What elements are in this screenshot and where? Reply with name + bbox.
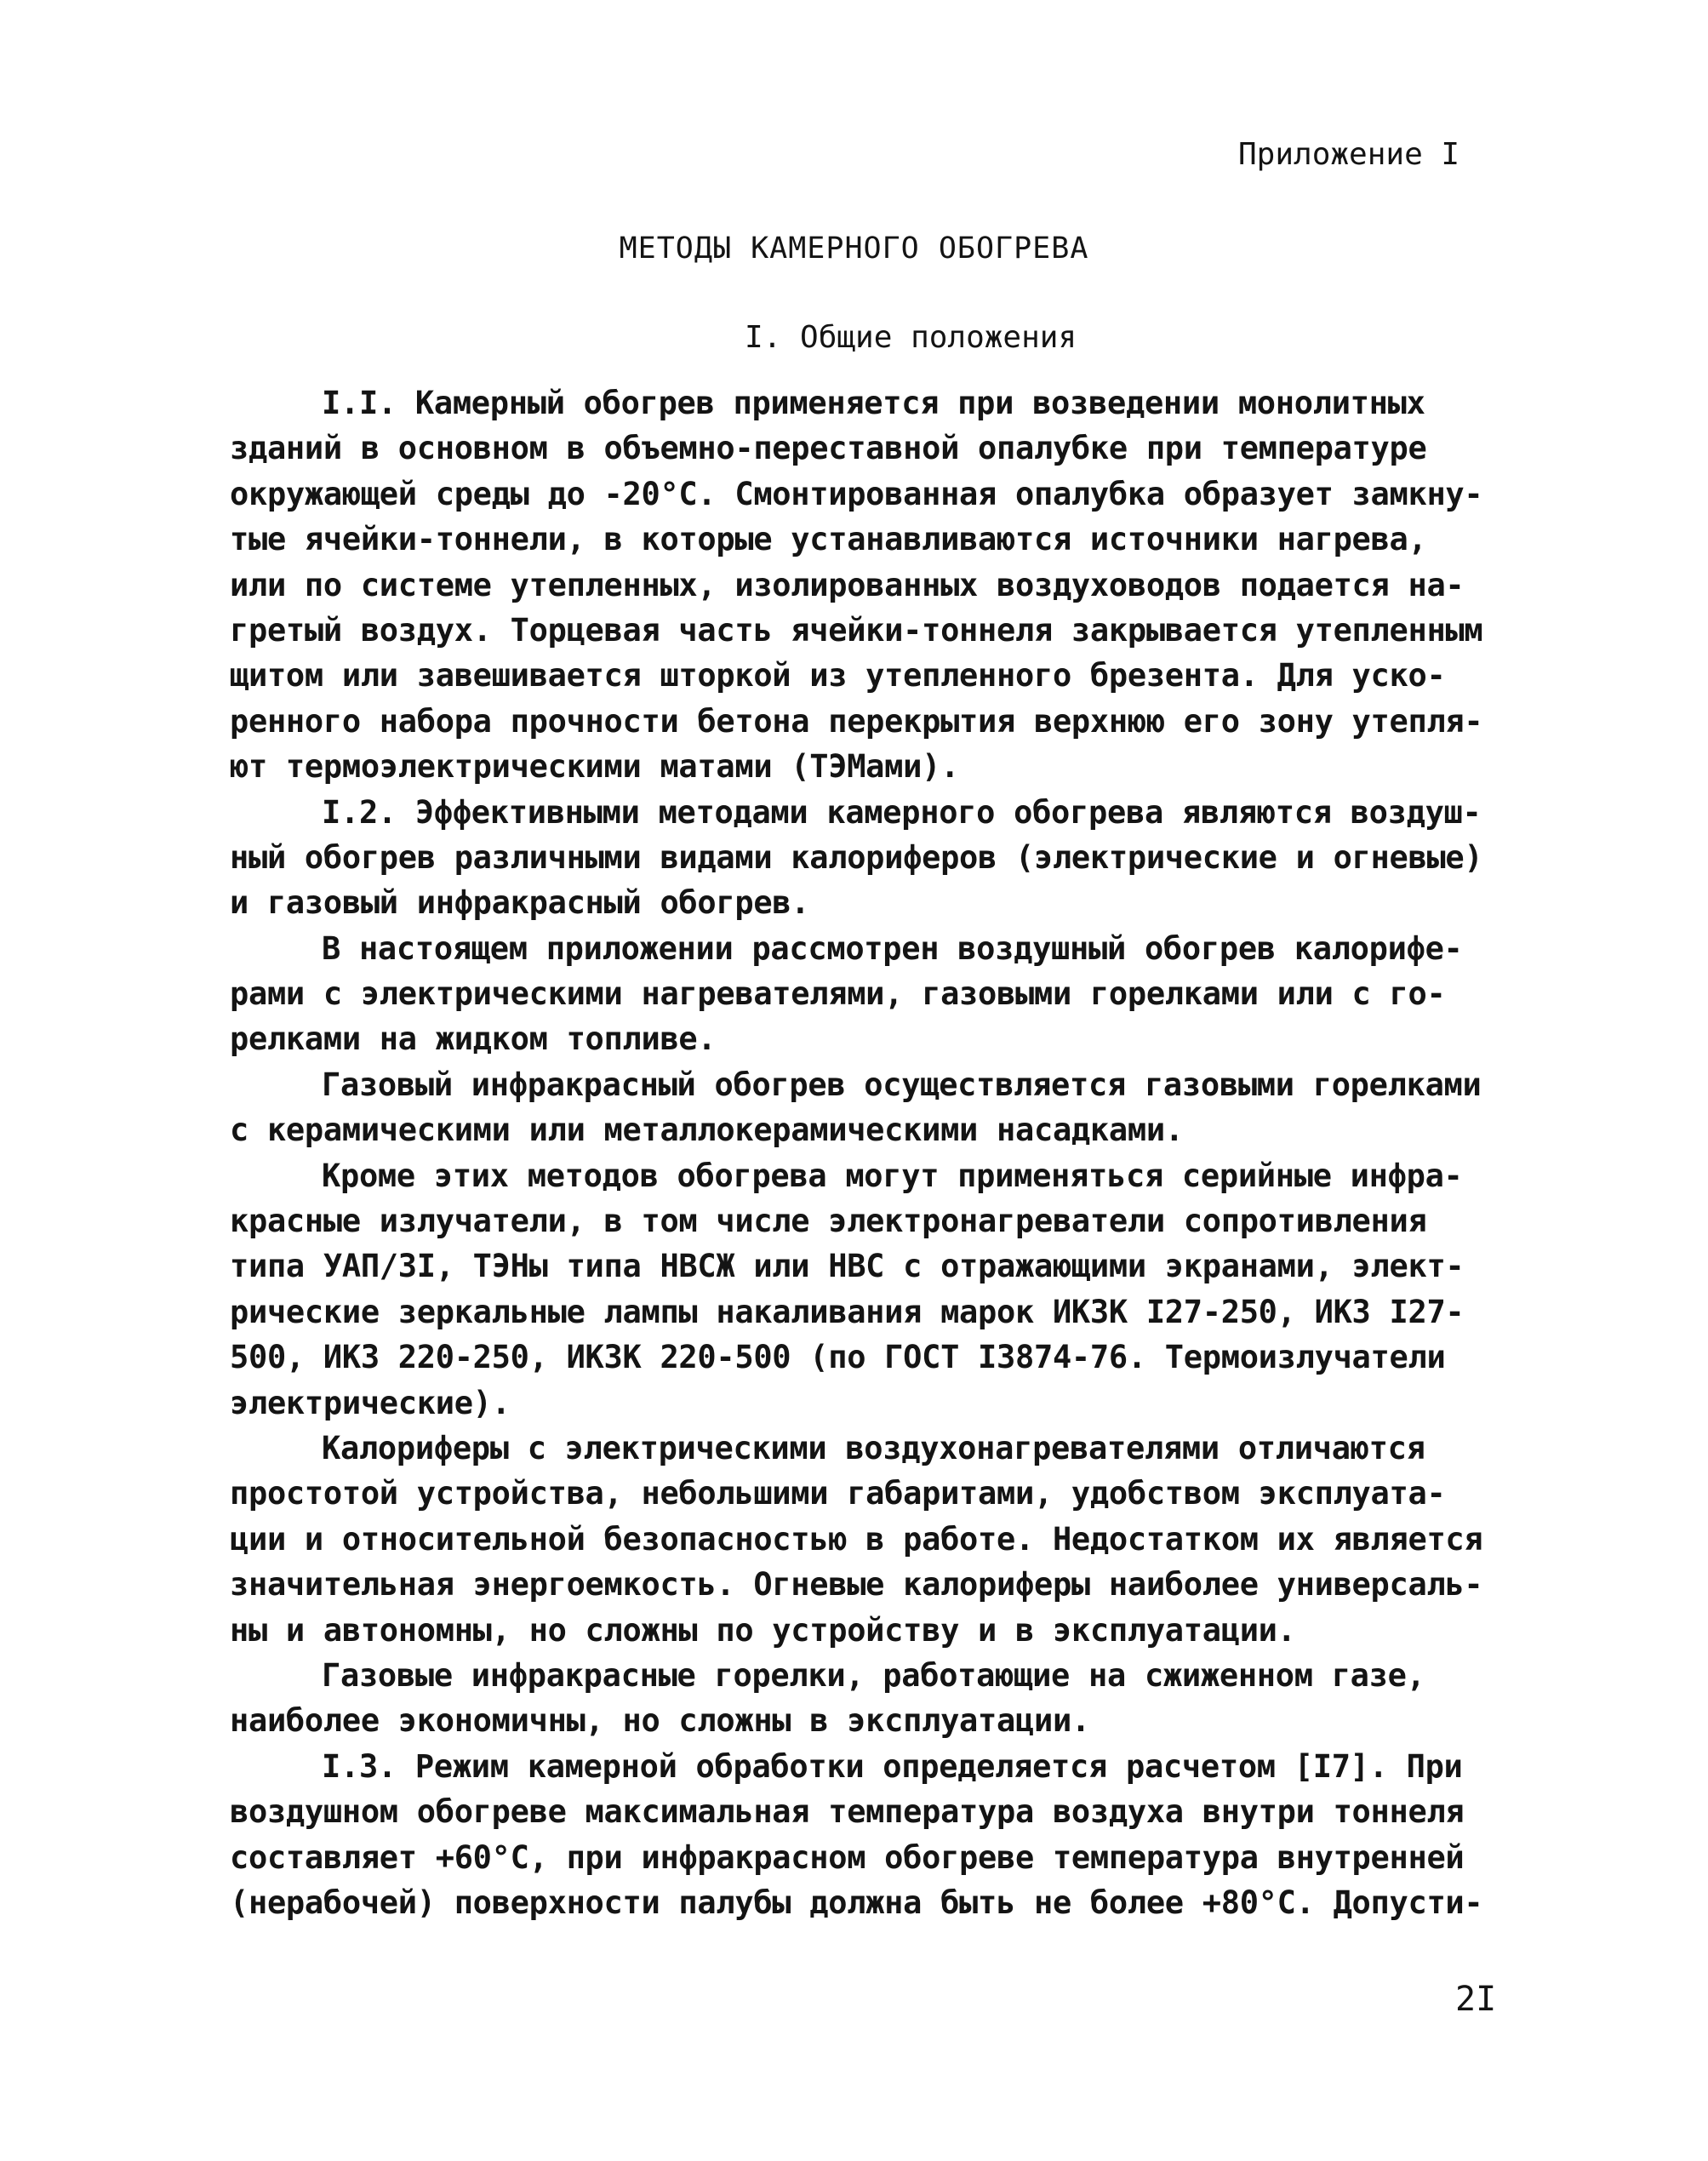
text-line: с керамическими или металлокерамическими насадками. bbox=[230, 1112, 1184, 1149]
section-heading: I. Общие положения bbox=[745, 320, 1077, 355]
text-line: наиболее экономичны, но сложны в эксплуатации. bbox=[230, 1702, 1090, 1740]
body-text bbox=[230, 380, 1489, 1925]
text-line: ренного набора прочности бетона перекрытия верхнюю его зону утепля- bbox=[230, 702, 1483, 740]
text-line: Калориферы с электрическими воздухонагревателями отличаются bbox=[322, 1429, 1425, 1466]
text-line: гретый воздух. Торцевая часть ячейки-тоннеля закрывается утепленным bbox=[230, 611, 1483, 649]
page-number: 2I bbox=[1455, 1980, 1497, 2019]
text-line: воздушном обогреве максимальная температура воздуха внутри тоннеля bbox=[230, 1793, 1465, 1831]
text-line: и газовый инфракрасный обогрев. bbox=[230, 884, 810, 922]
text-line: окружающей среды до -20°С. Смонтированная опалубка образует замкну- bbox=[230, 475, 1483, 512]
text-line: (нерабочей) поверхности палубы должна быть не более +80°С. Допусти- bbox=[230, 1884, 1483, 1921]
text-line: I.3. Режим камерной обработки определяется расчетом [I7]. При bbox=[322, 1747, 1463, 1785]
text-line: Газовые инфракрасные горелки, работающие на сжиженном газе, bbox=[322, 1656, 1425, 1694]
text-line: зданий в основном в объемно-переставной опалубке при температуре bbox=[230, 430, 1427, 467]
text-line: I.2. Эффективными методами камерного обогрева являются воздуш- bbox=[322, 793, 1482, 831]
text-line: релками на жидком топливе. bbox=[230, 1020, 717, 1058]
text-line: ны и автономны, но сложны по устройству и в эксплуатации. bbox=[230, 1611, 1296, 1649]
text-line: красные излучатели, в том числе электронагреватели сопротивления bbox=[230, 1203, 1427, 1240]
text-line: электрические). bbox=[230, 1384, 511, 1421]
text-line: I.I. Камерный обогрев применяется при возведении монолитных bbox=[322, 385, 1425, 421]
text-line: типа УАП/3I, ТЭНы типа НВСЖ или НВС с отражающими экранами, элект- bbox=[230, 1248, 1465, 1285]
text-line: составляет +60°С, при инфракрасном обогреве температура внутренней bbox=[230, 1838, 1465, 1876]
text-line: ции и относительной безопасностью в работе. Недостатком их является bbox=[230, 1520, 1483, 1558]
text-line: В настоящем приложении рассмотрен воздушный обогрев калорифе- bbox=[322, 929, 1463, 967]
text-line: щитом или завешивается шторкой из утепленного брезента. Для уско- bbox=[230, 657, 1446, 695]
text-line: ют термоэлектрическими матами (ТЭМами). bbox=[230, 748, 960, 786]
text-line: ный обогрев различными видами калориферов (электрические и огневые) bbox=[230, 838, 1483, 876]
text-line: Газовый инфракрасный обогрев осуществляется газовыми горелками bbox=[322, 1066, 1482, 1103]
text-line: рами с электрическими нагревателями, газовыми горелками или с го- bbox=[230, 975, 1446, 1013]
text-line: Кроме этих методов обогрева могут применяться серийные инфра- bbox=[322, 1157, 1463, 1194]
text-line: 500, ИКЗ 220-250, ИКЗК 220-500 (по ГОСТ I3874-76. Термоизлучатели bbox=[230, 1339, 1446, 1376]
page-title: МЕТОДЫ КАМЕРНОГО ОБОГРЕВА bbox=[619, 232, 1089, 266]
text-line: или по системе утепленных, изолированных воздуховодов подается на- bbox=[230, 566, 1465, 603]
text-line: значительная энергоемкость. Огневые калориферы наиболее универсаль- bbox=[230, 1566, 1483, 1604]
text-line: простотой устройства, небольшими габаритами, удобством эксплуата- bbox=[230, 1475, 1446, 1512]
text-line: тые ячейки-тоннели, в которые устанавливаются источники нагрева, bbox=[230, 521, 1427, 558]
text-line: рические зеркальные лампы накаливания марок ИКЗК I27-250, ИКЗ I27- bbox=[230, 1293, 1465, 1330]
appendix-label: Приложение I bbox=[1238, 137, 1460, 172]
